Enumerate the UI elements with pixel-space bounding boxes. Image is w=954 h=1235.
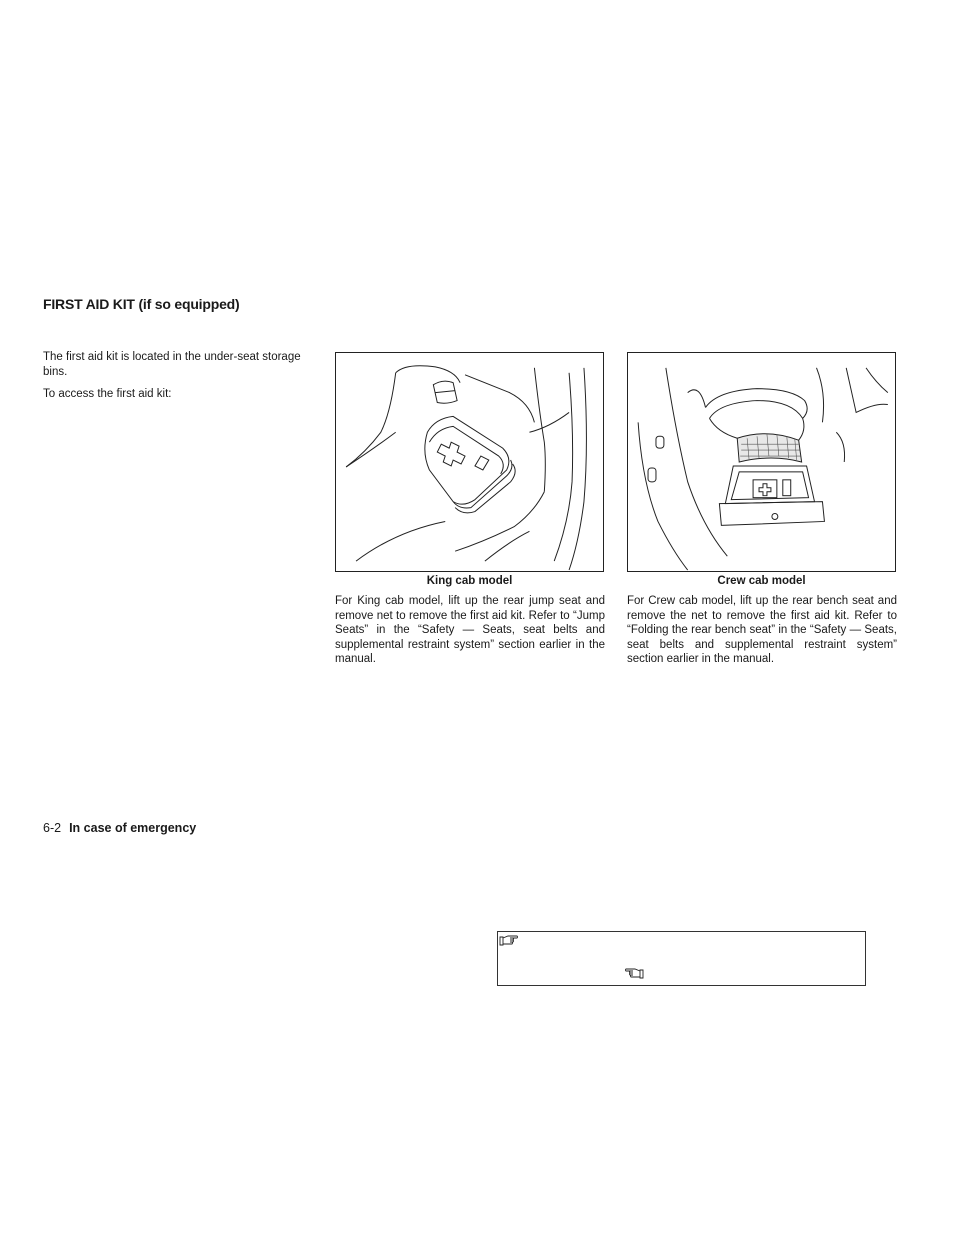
king-cab-caption: King cab model [426, 575, 513, 587]
pointing-hand-right-icon [499, 933, 519, 947]
section-title: FIRST AID KIT (if so equipped) [43, 296, 240, 312]
intro-paragraph-access: To access the first aid kit: [43, 388, 172, 400]
chapter-title: In case of emergency [69, 821, 197, 835]
crew-cab-caption: Crew cab model [717, 575, 806, 587]
page-footer [43, 821, 196, 835]
page-number: 6-2 [43, 821, 62, 835]
notice-box [497, 931, 866, 986]
king-cab-illustration [335, 352, 604, 572]
crew-cab-illustration [627, 352, 896, 572]
king-cab-description: For King cab model, lift up the rear jump seat and remove net to remove the first aid kit. Refer to “Jump Seats” in the “Safety — Seats, seat belts and supplemental restraint system” section earlier in the manual. [335, 595, 605, 666]
pointing-hand-left-icon [624, 966, 644, 980]
intro-paragraph-location: The first aid kit is located in the under-seat storage bins. [43, 351, 301, 378]
crew-cab-description: For Crew cab model, lift up the rear bench seat and remove the net to remove the first aid kit. Refer to “Folding the rear bench seat” in the “Safety — Seats, seat belts and supplemental restraint system” section earlier in the manual. [627, 595, 897, 666]
